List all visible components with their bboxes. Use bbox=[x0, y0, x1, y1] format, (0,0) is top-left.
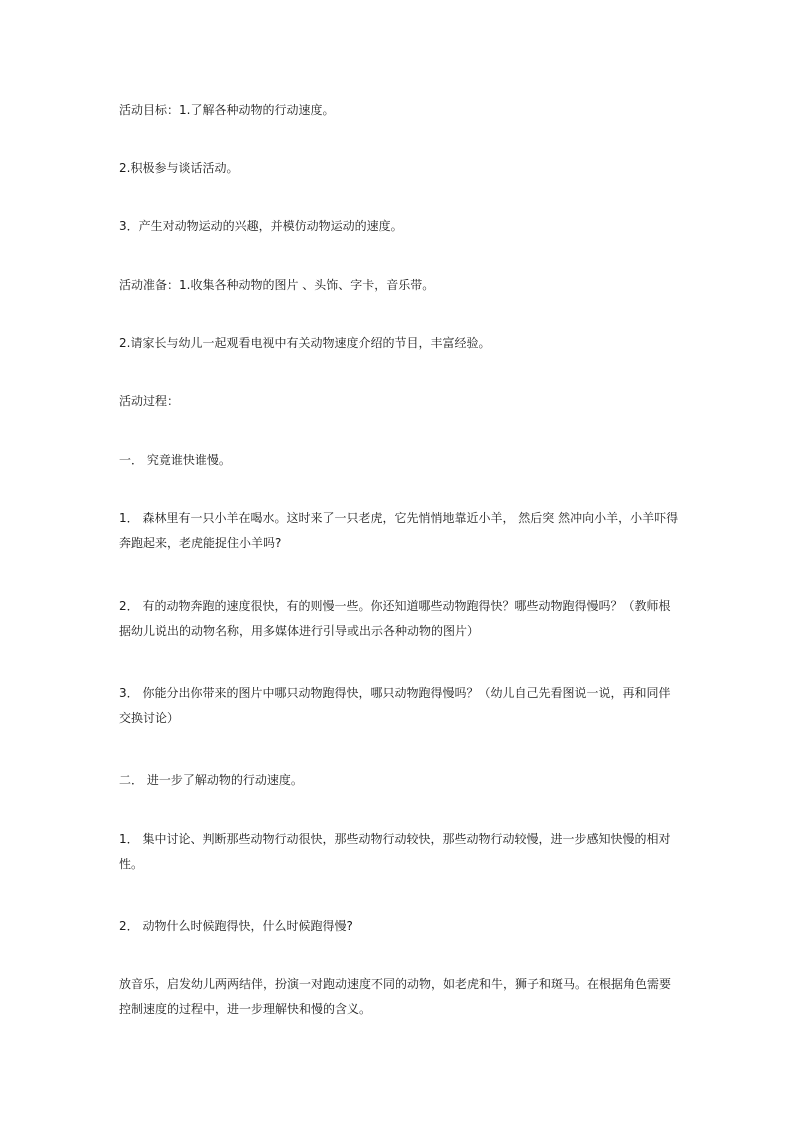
paragraph-activity-goal: 活动目标：1.了解各种动物的行动速度。 bbox=[119, 103, 335, 117]
paragraph-section2-item1: 1． 集中讨论、判断那些动物行动很快，那些动物行动较快，那些动物行动较慢，进一步感知快慢的相对性。 bbox=[119, 832, 671, 871]
section-heading-1: 一． 究竟谁快谁慢。 bbox=[119, 453, 231, 467]
paragraph-music-activity: 放音乐，启发幼儿两两结伴，扮演一对跑动速度不同的动物，如老虎和牛，狮子和斑马。在根据角色需要控制速度的过程中，进一步理解快和慢的含义。 bbox=[119, 977, 672, 1016]
paragraph-activity-preparation: 活动准备：1.收集各种动物的图片 、头饰、字卡，音乐带。 bbox=[119, 278, 435, 292]
section-heading-2: 二． 进一步了解动物的行动速度。 bbox=[119, 773, 303, 787]
paragraph-goal-3: 3．产生对动物运动的兴趣，并模仿动物运动的速度。 bbox=[119, 219, 403, 233]
paragraph-section1-item1: 1． 森林里有一只小羊在喝水。这时来了一只老虎，它先悄悄地靠近小羊， 然后突 然冲向小羊，小羊吓得奔跑起来，老虎能捉住小羊吗? bbox=[119, 511, 679, 550]
paragraph-activity-process: 活动过程： bbox=[119, 394, 180, 408]
paragraph-section2-item2: 2． 动物什么时候跑得快，什么时候跑得慢? bbox=[119, 919, 353, 933]
paragraph-goal-2: 2.积极参与谈话活动。 bbox=[119, 161, 239, 175]
paragraph-section1-item3: 3． 你能分出你带来的图片中哪只动物跑得快，哪只动物跑得慢吗？（幼儿自己先看图说一说，再和同伴交换讨论） bbox=[119, 686, 671, 725]
paragraph-preparation-2: 2.请家长与幼儿一起观看电视中有关动物速度介绍的节目，丰富经验。 bbox=[119, 336, 491, 350]
paragraph-section1-item2: 2． 有的动物奔跑的速度很快，有的则慢一些。你还知道哪些动物跑得快？哪些动物跑得慢吗？（教师根据幼儿说出的动物名称，用多媒体进行引导或出示各种动物的图片） bbox=[119, 599, 671, 638]
